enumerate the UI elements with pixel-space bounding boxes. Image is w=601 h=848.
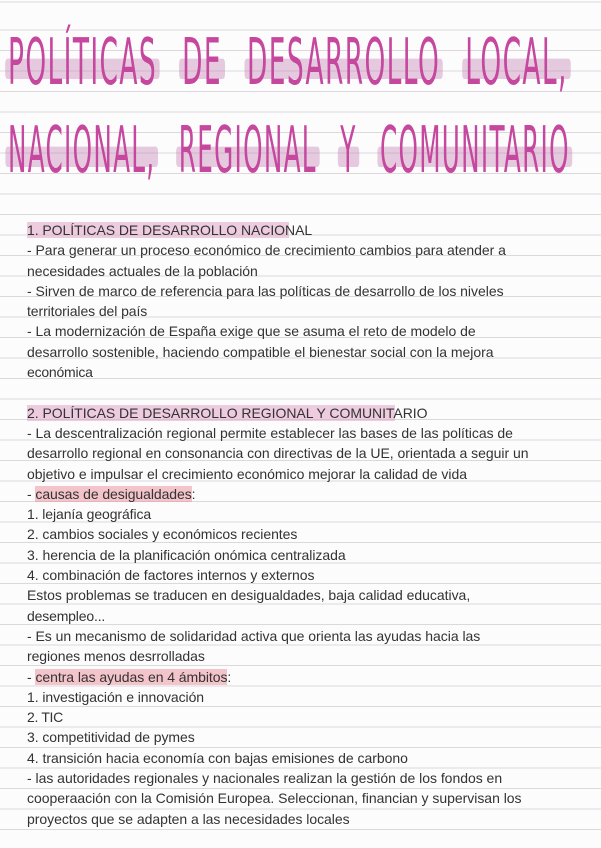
areas-label-line: - centra las ayudas en 4 ámbitos: <box>27 668 232 685</box>
text-line: cooperaación con la Comisión Europea. Seleccionan, financian y supervisan los <box>27 790 522 807</box>
causes-label-line: - causas de desigualdades: <box>27 485 196 502</box>
text-line: - Es un mecanismo de solidaridad activa que orienta las ayudas hacia las <box>27 627 481 644</box>
list-item: 2. TIC <box>27 709 63 726</box>
notes-body <box>27 220 597 829</box>
text-line: - La modernización de España exige que se asuma el reto de modelo de <box>27 323 476 340</box>
text-line: económica <box>27 364 93 381</box>
page-title-line-2 <box>8 113 593 188</box>
text-line: Estos problemas se traducen en desigualdades, baja calidad educativa, <box>27 587 471 604</box>
list-item: 2. cambios sociales y económicos recientes <box>27 526 298 543</box>
text-line: regiones menos desrrolladas <box>27 648 205 665</box>
list-item: 1. investigación e innovación <box>27 688 205 705</box>
text-line: - Sirven de marco de referencia para las políticas de desarrollo de los niveles <box>27 282 504 299</box>
text-line: desempleo... <box>27 607 106 624</box>
list-item: 1. lejanía geográfica <box>27 506 152 523</box>
highlight: causas de desigualdades <box>35 485 192 502</box>
list-item: 4. transición hacia economía con bajas emisiones de carbono <box>27 749 408 766</box>
page-title-line-1 <box>8 25 593 100</box>
list-item: 4. combinación de factores internos y externos <box>27 567 315 584</box>
highlight: centra las ayudas en 4 ámbitos <box>35 668 228 685</box>
text-line: desarrollo regional en consonancia con directivas de la UE, orientada a seguir un <box>27 445 529 462</box>
text-line: proyectos que se adapten a las necesidades locales <box>27 810 350 827</box>
title-word: POLÍTICAS <box>8 24 158 100</box>
title-word: NACIONAL, <box>8 112 156 188</box>
text-line: - La descentralización regional permite establecer las bases de las políticas de <box>27 424 513 441</box>
text-line: desarrollo sostenible, haciendo compatible el bienestar social con la mejora <box>27 343 494 360</box>
text-line: - Para generar un proceso económico de crecimiento cambios para atender a <box>27 242 506 259</box>
title-word: DESARROLLO <box>246 24 441 100</box>
title-word: COMUNITARIO <box>379 112 570 188</box>
list-item: 3. competitividad de pymes <box>27 729 195 746</box>
text-line: territoriales del país <box>27 303 148 320</box>
blank-line <box>27 382 597 402</box>
text-line: objetivo e impulsar el crecimiento económico mejorar la calidad de vida <box>27 465 467 482</box>
list-item: 3. herencia de la planificación onómica centralizada <box>27 546 346 563</box>
title-word: LOCAL, <box>465 24 568 100</box>
title-word: DE <box>182 24 222 100</box>
text-line: - las autoridades regionales y nacionales realizan la gestión de los fondos en <box>27 770 503 787</box>
section-1-heading: 1. POLÍTICAS DE DESARROLLO NACIONAL <box>27 222 313 238</box>
section-2-heading: 2. POLÍTICAS DE DESARROLLO REGIONAL Y COMUNITARIO <box>27 404 428 421</box>
title-word: Y <box>340 112 357 188</box>
title-word: REGIONAL <box>178 112 317 188</box>
text-line: necesidades actuales de la población <box>27 262 258 279</box>
